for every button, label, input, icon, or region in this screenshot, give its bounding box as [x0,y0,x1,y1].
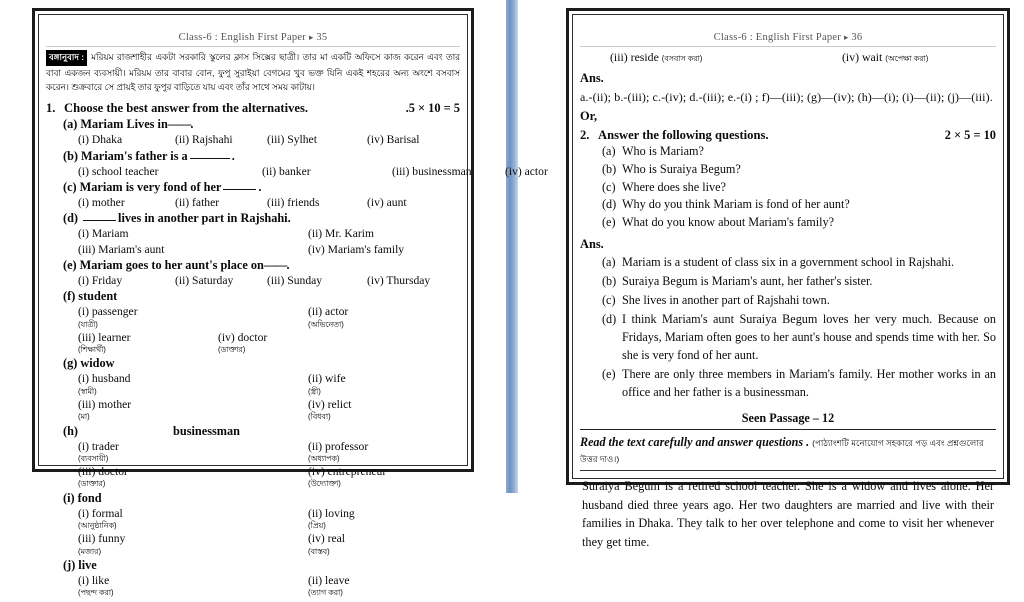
mcq-option-h-iii[interactable] [78,464,308,490]
mcq-stem-end-b: . [231,148,235,163]
question-text-c: Where does she live? [622,179,726,194]
mcq-option-e-i[interactable]: (i) Friday [78,273,123,287]
bangla-translation-label: বঙ্গানুবাদ : [46,50,87,66]
mcq-options-e [46,273,460,288]
carryover-option-iv[interactable] [842,50,928,66]
mcq-headword-f: student [78,289,118,304]
mcq-option-i-iv[interactable] [308,531,345,557]
mcq-option-e-iii[interactable]: (iii) Sunday [267,273,323,287]
mcq-stem-h [46,424,460,439]
answer-tag-e: (e) [602,366,616,381]
mcq-option-f-i[interactable] [78,304,308,330]
mcq-options-i-row2 [46,531,460,557]
mcq-options-d-row2 [46,242,460,257]
mcq-option-b-ii[interactable]: (ii) banker [262,164,311,178]
mcq-options-a [46,132,460,147]
mcq-blank-c [223,180,256,190]
mcq-stem-end-e: . [286,257,290,272]
bangla-translation-block [46,50,460,94]
answer-label-2: Ans. [580,237,604,252]
mcq-option-f-iv-gloss: (ডাক্তার) [218,345,246,355]
mcq-option-g-iv-gloss: (বিধবা) [308,412,331,422]
right-running-head-arrow: ▸ [843,32,849,42]
mcq-option-c-iv[interactable]: (iv) aunt [367,196,407,210]
mcq-option-h-iv[interactable] [308,464,386,490]
mcq-headword-j: live [78,557,97,572]
answer-2-list [580,254,996,402]
mcq-stem-text-c: Mariam is very fond of her [79,180,222,195]
mcq-stem-c [46,180,460,195]
left-running-head-title: Class-6 : English First Paper [178,32,307,43]
mcq-option-i-i-text: (i) formal [78,506,123,520]
mcq-options-g-row2 [46,397,460,423]
carryover-option-iv-gloss: (অপেক্ষা করা) [885,54,929,63]
mcq-option-i-ii-gloss: (প্রিয়) [308,520,326,530]
mcq-option-a-iv[interactable]: (iv) Barisal [367,133,420,147]
mcq-label-h: (h) [63,423,79,438]
mcq-option-g-i[interactable] [78,371,308,397]
mcq-option-i-iii-gloss: (মজার) [78,546,102,556]
mcq-stem-f [46,289,460,304]
question-1-title: Choose the best answer from the alternatives. [64,101,309,116]
question-tag-c: (c) [602,179,616,194]
reading-instruction-text: Read the text carefully and answer questions . [580,434,810,449]
mcq-option-j-ii-text: (ii) leave [308,573,350,587]
question-1-heading [46,101,460,116]
mcq-stem-j [46,558,460,573]
carryover-option-iii-text: (iii) reside [610,50,659,64]
mcq-option-f-iv[interactable] [218,330,267,356]
mcq-label-d: (d) [63,211,79,226]
list-item [602,179,996,197]
question-text-b: Who is Suraiya Begum? [622,161,741,176]
mcq-stem-text-a: Mariam Lives in [80,117,168,132]
answer-tag-a: (a) [602,255,616,270]
question-tag-d: (d) [602,197,617,212]
question-2-number: 2. [580,128,590,142]
reading-instruction-bangla: (পাঠ্যাংশটি মনোযোগ সহকারে পড় এবং প্রশ্নগুলোর উত্তর দাও।) [580,437,984,464]
mcq-option-h-iii-text: (iii) doctor [78,465,128,479]
mcq-options-g-row1 [46,371,460,397]
mcq-stem-text-b: Mariam's father is a [81,148,188,163]
mcq-option-i-i[interactable] [78,506,308,532]
left-page [32,8,548,598]
mcq-dash-a: —— [167,117,191,132]
question-1-number: 1. [46,101,56,116]
list-item [602,292,996,310]
mcq-stem-d [46,211,460,226]
question-tag-a: (a) [602,144,616,158]
mcq-option-f-iii-gloss: (শিক্ষার্থী) [78,345,106,355]
mcq-option-i-iv-text: (iv) real [308,532,346,546]
mcq-option-f-ii[interactable] [308,304,348,330]
mcq-option-f-iii[interactable] [78,330,218,356]
mcq-option-i-iii-text: (iii) funny [78,532,126,546]
mcq-label-g: (g) [63,356,78,371]
left-running-head-arrow: ▸ [308,32,314,42]
mcq-option-g-ii-gloss: (স্ত্রী) [308,386,321,396]
right-head-rule [580,46,996,47]
mcq-stem-end-c: . [258,180,262,195]
mcq-stem-end-a: . [190,117,194,132]
answer-text-b: Suraiya Begum is Mariam's aunt, her father's sister. [622,274,873,288]
list-item [602,143,996,161]
mcq-option-f-iii-text: (iii) learner [78,330,131,344]
mcq-option-f-ii-text: (ii) actor [308,305,349,319]
mcq-option-b-iii[interactable]: (iii) businessman [392,164,472,178]
mcq-options-j-row1 [46,573,460,599]
mcq-stem-e [46,258,460,273]
question-2-marks: 2 × 5 = 10 [944,128,996,142]
left-head-rule [46,46,460,47]
mcq-options-f-row1 [46,304,460,330]
left-page-number: 35 [316,32,328,43]
mcq-option-i-iii[interactable] [78,531,308,557]
mcq-options-c [46,195,460,210]
answer-text-a: Mariam is a student of class six in a government school in Rajshahi. [622,255,955,270]
mcq-options-b [46,164,548,179]
answer-text-e: There are only three members in Mariam's family. Her mother works in an office and her father is a businessman. [622,366,996,399]
carryover-option-iii-gloss: (বসবাস করা) [661,54,703,63]
question-text-e: What do you know about Mariam's family? [622,215,835,230]
mcq-option-d-ii[interactable]: (ii) Mr. Karim [308,227,375,241]
mcq-label-b: (b) [63,148,79,163]
mcq-option-h-i-text: (i) trader [78,439,119,453]
bangla-translation-text: মরিয়ম রাজশাহীর একটা সরকারি স্কুলের ক্লাস সিক্সের ছাত্রী। তার মা একটি অফিসে কাজ করেন এবং তার বাবা একজন ব্যবসায়ী। মরিয়ম তার বাবার বোন, ফুপু সুরাইয়া বেগমের খুব ভক্ত যিনি একই শহরের অন্য অংশে বসবাস করেন। শুক্রবারে সে প্রায়ই তার ফুপুর বাড়িতে যায় এবং তাঁর সাথে সময় কাটায়। [46,52,460,93]
mcq-option-j-i-text: (i) like [78,573,110,587]
mcq-option-i-i-gloss: (আনুষ্ঠানিক) [78,520,117,530]
list-item [602,254,996,272]
mcq-headword-g: widow [80,356,115,371]
list-item [602,366,996,402]
carryover-option-iv-text: (iv) wait [842,50,883,64]
mcq-option-j-i-gloss: (পছন্দ করা) [78,588,114,598]
answer-text-c: She lives in another part of Rajshahi town. [622,292,830,307]
mcq-option-a-i[interactable]: (i) Dhaka [78,133,123,147]
mcq-option-g-i-text: (i) husband [78,372,131,386]
mcq-option-a-iii[interactable]: (iii) Sylhet [267,133,317,147]
mcq-option-i-iv-gloss: (বাস্তব) [308,546,330,556]
mcq-option-f-iv-text: (iv) doctor [218,330,268,344]
mcq-stem-g [46,356,460,371]
mcq-option-e-iv[interactable]: (iv) Thursday [367,273,431,287]
mcq-option-g-iii-gloss: (মা) [78,412,90,422]
mcq-option-b-i[interactable]: (i) school teacher [78,164,159,178]
mcq-option-f-ii-gloss: (অভিনেতা) [308,319,344,329]
mcq-option-d-i[interactable]: (i) Mariam [78,227,129,241]
question-tag-e: (e) [602,215,616,230]
seen-passage-heading: Seen Passage – 12 [741,410,835,425]
question-1-marks: .5 × 10 = 5 [405,101,460,116]
mcq-option-g-ii-text: (ii) wife [308,372,346,386]
carryover-options-row [580,50,996,66]
mcq-options-h-row2 [46,464,460,490]
list-item [602,273,996,291]
question-text-a: Who is Mariam? [622,144,704,158]
mcq-option-j-i[interactable] [78,573,308,599]
right-page-number: 36 [851,32,863,43]
mcq-option-c-iii[interactable]: (iii) friends [267,196,320,210]
mcq-headword-i: fond [77,490,102,505]
mcq-stem-a [46,117,460,132]
answer-tag-c: (c) [602,292,616,307]
mcq-option-h-ii-text: (ii) professor [308,439,369,453]
mcq-option-j-ii-gloss: (ত্যাগ করা) [308,588,343,598]
list-item [602,311,996,365]
mcq-option-f-i-gloss: (যাত্রী) [78,319,98,329]
mcq-option-h-i[interactable] [78,439,308,465]
answer-tag-d: (d) [602,311,617,326]
seen-passage-text: Suraiya Begum is a retired school teacher. She is a widow and lives alone. Her husband died three years ago. Her two daughters are married and live with their families in Dhaka. They talk to her over telephone and come to visit her whenever they get time. [582,479,994,549]
list-item [602,196,996,214]
right-page [566,8,1010,549]
mcq-headword-h: businessman [173,423,241,438]
mcq-label-i: (i) [63,490,75,505]
page-gutter-edge [518,0,522,493]
mcq-option-e-ii[interactable]: (ii) Saturday [175,273,234,287]
mcq-option-h-iv-gloss: (উদ্যোক্তা) [308,479,341,489]
mcq-option-g-iii-text: (iii) mother [78,397,132,411]
mcq-label-e: (e) [63,257,77,272]
mcq-option-g-i-gloss: (স্বামী) [78,386,97,396]
mcq-option-g-iii[interactable] [78,397,308,423]
question-2-title: Answer the following questions. [598,128,769,142]
mcq-option-h-iii-gloss: (ডাক্তার) [78,479,106,489]
mcq-options-i-row1 [46,506,460,532]
mcq-options-h-row1 [46,439,460,465]
mcq-option-h-i-gloss: (ব্যবসায়ী) [78,453,109,463]
mcq-option-g-iv[interactable] [308,397,351,423]
mcq-label-f: (f) [63,289,76,304]
mcq-option-f-i-text: (i) passenger [78,305,138,319]
list-item [602,161,996,179]
question-2-heading [580,128,996,143]
right-running-head [580,21,996,45]
mcq-option-i-ii[interactable] [308,506,355,532]
mcq-stem-i [46,491,460,506]
mcq-label-j: (j) [63,557,76,572]
list-item [602,214,996,232]
mcq-options-f-row2 [46,330,460,356]
or-separator: Or, [580,109,598,123]
mcq-option-g-ii[interactable] [308,371,346,397]
mcq-option-c-i[interactable]: (i) mother [78,196,125,210]
mcq-stem-end-d: lives in another part in Rajshahi. [118,211,291,226]
mcq-option-h-ii-gloss: (অধ্যাপক) [308,453,340,463]
mcq-dash-e: —— [263,257,287,272]
mcq-stem-b [46,149,460,164]
answer-label-1: Ans. [580,71,604,85]
reading-instruction [580,430,996,471]
mcq-option-j-ii[interactable] [308,573,350,599]
mcq-option-i-ii-text: (ii) loving [308,506,355,520]
mcq-blank-b [190,149,230,159]
page-gutter-shadow [506,0,518,493]
answer-text-d: I think Mariam's aunt Suraiya Begum loves her very much. Because on Fridays, Mariam often goes to her aunt's house and spends time with her. So she is very fond of her aunt. [622,311,996,362]
mcq-options-d-row1 [46,226,460,241]
left-running-head [46,21,460,45]
question-text-d: Why do you think Mariam is fond of her aunt? [622,197,850,212]
mcq-option-h-ii[interactable] [308,439,368,465]
right-running-head-title: Class-6 : English First Paper [713,32,842,43]
mcq-option-h-iv-text: (iv) entrepreneur [308,465,387,479]
carryover-option-iii[interactable] [610,50,842,66]
answer-key-line: a.-(ii); b.-(iii); c.-(iv); d.-(iii); e.-(i) ; f)—(iii); (g)—(iv); (h)—(i); (i)—(ii); (j)—(iii). [580,90,993,104]
mcq-label-a: (a) [63,117,78,132]
mcq-option-a-ii[interactable]: (ii) Rajshahi [175,133,233,147]
mcq-option-g-iv-text: (iv) relict [308,397,352,411]
mcq-option-c-ii[interactable]: (ii) father [175,196,220,210]
question-tag-b: (b) [602,161,617,176]
mcq-stem-text-e: Mariam goes to her aunt's place on [79,257,264,272]
mcq-option-b-iv[interactable]: (iv) actor [505,164,548,178]
answer-tag-b: (b) [602,274,617,288]
question-2-list [580,143,996,232]
mcq-option-d-iv[interactable]: (iv) Mariam's family [308,242,405,256]
mcq-label-c: (c) [63,180,77,195]
mcq-blank-d [83,211,116,221]
mcq-option-d-iii[interactable]: (iii) Mariam's aunt [78,242,165,256]
